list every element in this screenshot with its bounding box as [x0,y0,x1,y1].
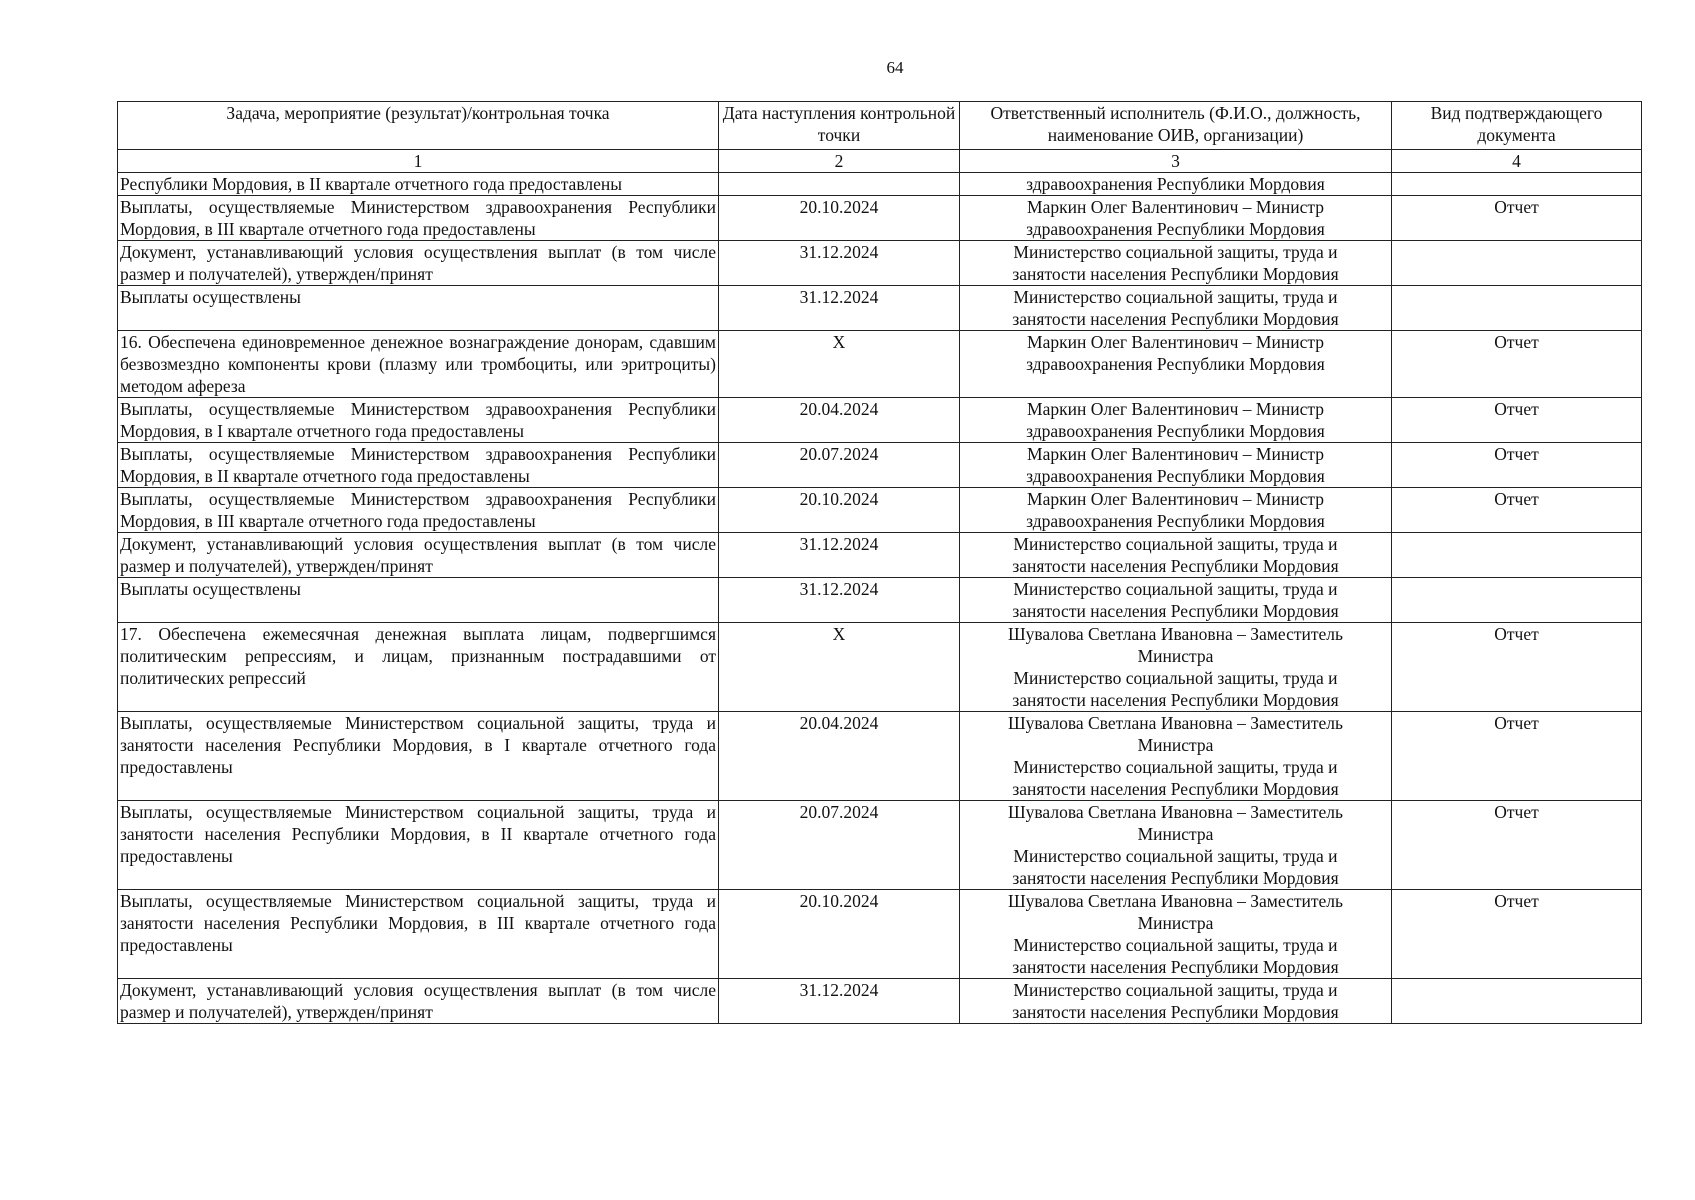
control-points-table [117,101,1642,1024]
table-row [118,890,1642,979]
table-row [118,196,1642,241]
control-date-cell: 20.10.2024 [719,890,960,979]
task-cell: Республики Мордовия, в II квартале отчетного года предоставлены [118,173,719,196]
executor-line: занятости населения Республики Мордовия [1012,601,1339,621]
executor-line: Министерство социальной защиты, труда и [1013,534,1338,554]
control-date-cell: 20.04.2024 [719,398,960,443]
document-type-cell: Отчет [1392,890,1642,979]
executor-cell [960,623,1392,712]
executor-line: Министра [1137,824,1214,844]
document-type-cell: Отчет [1392,801,1642,890]
table-row [118,398,1642,443]
task-cell: 17. Обеспечена ежемесячная денежная выплата лицам, подвергшимся политическим репрессиям, и лицам, признанным пострадавшими от политических репрессий [118,623,719,712]
document-type-cell: Отчет [1392,443,1642,488]
document-type-cell: Отчет [1392,398,1642,443]
document-type-cell [1392,578,1642,623]
task-cell: Выплаты, осуществляемые Министерством социальной защиты, труда и занятости населения Республики Мордовия, в II квартале отчетного года предоставлены [118,801,719,890]
task-cell: Выплаты осуществлены [118,578,719,623]
task-cell: Выплаты, осуществляемые Министерством здравоохранения Республики Мордовия, в II квартале отчетного года предоставлены [118,443,719,488]
executor-line: Маркин Олег Валентинович – Министр [1027,489,1324,509]
executor-line: здравоохранения Республики Мордовия [1026,174,1325,194]
table-row [118,979,1642,1024]
executor-line: Министерство социальной защиты, труда и [1013,242,1338,262]
header-document-type: Вид подтверждающего документа [1392,102,1642,150]
header-executor: Ответственный исполнитель (Ф.И.О., должность, наименование ОИВ, организации) [960,102,1392,150]
executor-cell [960,196,1392,241]
task-cell: Выплаты, осуществляемые Министерством здравоохранения Республики Мордовия, в III квартале отчетного года предоставлены [118,488,719,533]
executor-line: Министра [1137,913,1214,933]
task-cell: Выплаты, осуществляемые Министерством социальной защиты, труда и занятости населения Республики Мордовия, в III квартале отчетного года предоставлены [118,890,719,979]
control-date-cell: 20.10.2024 [719,196,960,241]
column-number: 1 [118,150,719,173]
table-row [118,286,1642,331]
executor-line: Министерство социальной защиты, труда и [1013,980,1338,1000]
document-type-cell [1392,173,1642,196]
executor-line: здравоохранения Республики Мордовия [1026,219,1325,239]
table-row [118,801,1642,890]
task-cell: Выплаты осуществлены [118,286,719,331]
executor-cell [960,241,1392,286]
control-date-cell: 20.07.2024 [719,443,960,488]
executor-line: Министра [1137,735,1214,755]
table-row [118,443,1642,488]
executor-line: здравоохранения Республики Мордовия [1026,466,1325,486]
control-date-cell: 31.12.2024 [719,241,960,286]
executor-cell [960,533,1392,578]
executor-line: занятости населения Республики Мордовия [1012,264,1339,284]
executor-line: здравоохранения Республики Мордовия [1026,421,1325,441]
document-type-cell [1392,241,1642,286]
executor-cell [960,331,1392,398]
executor-line: занятости населения Республики Мордовия [1012,868,1339,888]
executor-line: Министерство социальной защиты, труда и [1013,287,1338,307]
executor-line: занятости населения Республики Мордовия [1012,690,1339,710]
executor-line: занятости населения Республики Мордовия [1012,779,1339,799]
executor-line: занятости населения Республики Мордовия [1012,957,1339,977]
control-date-cell: 31.12.2024 [719,533,960,578]
executor-cell [960,890,1392,979]
document-type-cell: Отчет [1392,331,1642,398]
table-row [118,241,1642,286]
control-date-cell: 20.04.2024 [719,712,960,801]
control-date-cell: 31.12.2024 [719,286,960,331]
executor-line: Маркин Олег Валентинович – Министр [1027,399,1324,419]
executor-line: здравоохранения Республики Мордовия [1026,511,1325,531]
header-task: Задача, мероприятие (результат)/контрольная точка [118,102,719,150]
control-date-cell: 20.10.2024 [719,488,960,533]
column-number: 2 [719,150,960,173]
executor-cell [960,578,1392,623]
executor-line: занятости населения Республики Мордовия [1012,1002,1339,1022]
column-number: 4 [1392,150,1642,173]
executor-cell [960,398,1392,443]
table-row [118,712,1642,801]
control-date-cell: X [719,331,960,398]
table-row [118,173,1642,196]
table-row [118,623,1642,712]
executor-line: Шувалова Светлана Ивановна – Заместитель [1007,891,1343,911]
executor-line: Министерство социальной защиты, труда и [1013,668,1338,688]
page-number: 64 [886,58,904,77]
executor-cell [960,443,1392,488]
control-date-cell: 31.12.2024 [719,979,960,1024]
task-cell: Документ, устанавливающий условия осуществления выплат (в том числе размер и получателей), утвержден/принят [118,979,719,1024]
executor-cell [960,286,1392,331]
column-number-row [118,150,1642,173]
executor-line: занятости населения Республики Мордовия [1012,309,1339,329]
executor-line: занятости населения Республики Мордовия [1012,556,1339,576]
executor-cell [960,979,1392,1024]
control-date-cell [719,173,960,196]
document-type-cell: Отчет [1392,488,1642,533]
column-number: 3 [960,150,1392,173]
document-type-cell: Отчет [1392,196,1642,241]
executor-line: Шувалова Светлана Ивановна – Заместитель [1007,713,1343,733]
executor-line: Шувалова Светлана Ивановна – Заместитель [1007,624,1343,644]
table-body [118,173,1642,1024]
executor-line: Шувалова Светлана Ивановна – Заместитель [1007,802,1343,822]
executor-line: здравоохранения Республики Мордовия [1026,354,1325,374]
task-cell: Документ, устанавливающий условия осуществления выплат (в том числе размер и получателей), утвержден/принят [118,241,719,286]
task-cell: Выплаты, осуществляемые Министерством социальной защиты, труда и занятости населения Республики Мордовия, в I квартале отчетного года предоставлены [118,712,719,801]
executor-line: Министерство социальной защиты, труда и [1013,846,1338,866]
document-type-cell [1392,533,1642,578]
executor-cell [960,801,1392,890]
task-cell: 16. Обеспечена единовременное денежное вознаграждение донорам, сдавшим безвозмездно компоненты крови (плазму или тромбоциты, или эритроциты) методом афереза [118,331,719,398]
control-date-cell: 20.07.2024 [719,801,960,890]
executor-line: Маркин Олег Валентинович – Министр [1027,197,1324,217]
executor-line: Министерство социальной защиты, труда и [1013,935,1338,955]
table-row [118,331,1642,398]
task-cell: Выплаты, осуществляемые Министерством здравоохранения Республики Мордовия, в III квартале отчетного года предоставлены [118,196,719,241]
executor-cell [960,488,1392,533]
control-date-cell: 31.12.2024 [719,578,960,623]
table-header-row [118,102,1642,150]
executor-line: Министра [1137,646,1214,666]
task-cell: Выплаты, осуществляемые Министерством здравоохранения Республики Мордовия, в I квартале отчетного года предоставлены [118,398,719,443]
header-date: Дата наступления контрольной точки [719,102,960,150]
executor-cell [960,712,1392,801]
executor-line: Министерство социальной защиты, труда и [1013,579,1338,599]
executor-line: Маркин Олег Валентинович – Министр [1027,444,1324,464]
executor-line: Министерство социальной защиты, труда и [1013,757,1338,777]
document-type-cell: Отчет [1392,712,1642,801]
task-cell: Документ, устанавливающий условия осуществления выплат (в том числе размер и получателей), утвержден/принят [118,533,719,578]
executor-cell [960,173,1392,196]
table-row [118,578,1642,623]
table-row [118,488,1642,533]
control-date-cell: X [719,623,960,712]
table-row [118,533,1642,578]
document-type-cell: Отчет [1392,623,1642,712]
executor-line: Маркин Олег Валентинович – Министр [1027,332,1324,352]
document-type-cell [1392,979,1642,1024]
document-type-cell [1392,286,1642,331]
